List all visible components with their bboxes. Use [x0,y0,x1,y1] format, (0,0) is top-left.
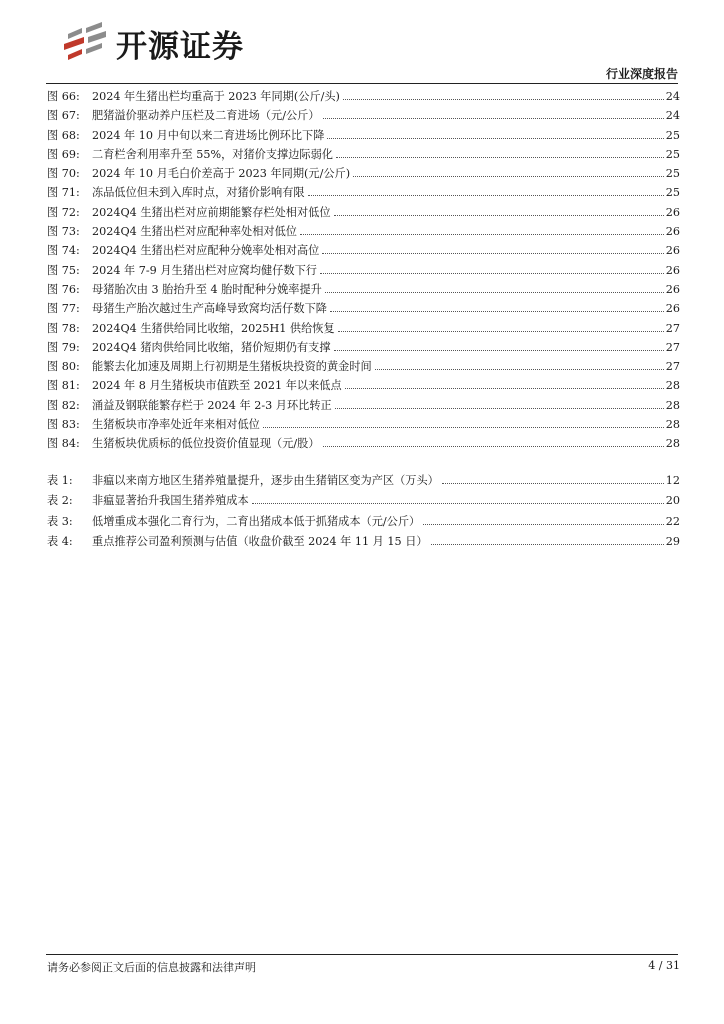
figure-entry[interactable] [47,262,680,281]
entry-title: 2024 年 10 月中旬以来二育进场比例环比下降 [92,128,325,142]
dot-leader [320,272,664,274]
figure-entry[interactable] [47,358,680,377]
dot-leader [327,137,663,139]
entry-label: 表 4: [47,535,73,549]
entry-page-number: 24 [665,109,680,123]
entry-page-number: 22 [665,514,680,528]
entry-label: 图 79: [47,340,80,354]
entry-title: 2024Q4 猪肉供给同比收缩，猪价短期仍有支撑 [92,340,331,354]
dot-leader [325,291,664,293]
table-entry[interactable] [47,513,680,533]
dot-leader [431,543,664,545]
entry-label: 图 81: [47,379,80,393]
figure-entry[interactable] [47,204,680,223]
entry-label: 图 83: [47,418,80,432]
entry-title: 2024 年生猪出栏均重高于 2023 年同期(公斤/头) [92,90,340,103]
figure-entry[interactable] [47,127,680,146]
entry-label: 图 84: [47,437,80,451]
figure-entry[interactable] [47,339,680,358]
entry-label: 图 72: [47,205,80,219]
entry-label: 表 1: [47,474,73,487]
dot-leader [343,98,664,100]
entry-page-number: 27 [665,360,680,374]
entry-title: 涌益及钢联能繁存栏于 2024 年 2-3 月环比转正 [92,398,332,412]
entry-page-number: 26 [665,244,680,258]
entry-title: 生猪板块优质标的低位投资价值显现（元/股） [92,437,320,451]
figure-entry[interactable] [47,146,680,165]
figure-entry[interactable] [47,300,680,319]
entry-title: 2024Q4 生猪供给同比收缩，2025H1 供给恢复 [92,321,335,335]
entry-page-number: 28 [665,418,680,432]
entry-title: 低增重成本强化二育行为，二育出猪成本低于抓猪成本（元/公斤） [92,514,421,528]
figure-entry[interactable] [47,107,680,126]
report-type: 行业深度报告 [605,67,678,81]
entry-title: 母猪胎次由 3 胎抬升至 4 胎时配种分娩率提升 [92,282,322,296]
kaiyuan-logo-icon [62,22,110,64]
entry-page-number: 28 [665,379,680,393]
footer-disclaimer: 请务必参阅正文后面的信息披露和法律声明 [47,961,256,974]
entry-label: 图 80: [47,360,80,374]
entry-page-number: 26 [665,263,680,277]
dot-leader [345,387,664,389]
dot-leader [263,426,664,428]
dot-leader [336,156,664,158]
entry-title: 2024 年 8 月生猪板块市值跌至 2021 年以来低点 [92,379,342,393]
figure-entry[interactable] [47,416,680,435]
dot-leader [308,194,664,196]
entry-label: 图 66: [47,90,80,103]
figure-entry[interactable] [47,377,680,396]
entry-page-number: 29 [665,535,680,549]
figure-entry[interactable] [47,320,680,339]
dot-leader [334,214,664,216]
entry-title: 生猪板块市净率处近年来相对低位 [92,418,260,432]
table-entry[interactable] [47,472,680,492]
entry-page-number: 26 [665,205,680,219]
entry-page-number: 25 [665,147,680,161]
entry-title: 非瘟显著抬升我国生猪养殖成本 [92,494,249,508]
table-entry[interactable] [47,533,680,553]
header-divider [46,83,678,84]
entry-page-number: 26 [665,225,680,239]
entry-label: 图 82: [47,398,80,412]
entry-title: 2024Q4 生猪出栏对应配种分娩率处相对高位 [92,244,320,258]
entry-page-number: 26 [665,302,680,316]
entry-page-number: 25 [665,128,680,142]
figure-entry[interactable] [47,435,680,454]
dot-leader [330,310,664,312]
entry-label: 图 69: [47,147,80,161]
entry-page-number: 26 [665,282,680,296]
entry-title: 2024Q4 生猪出栏对应配种率处相对低位 [92,225,297,239]
entry-title: 二育栏舍利用率升至 55%，对猪价支撑边际弱化 [92,147,333,161]
footer-divider [46,954,678,955]
entry-page-number: 25 [665,167,680,181]
dot-leader [442,482,664,484]
dot-leader [323,445,664,447]
figure-entry[interactable] [47,397,680,416]
figure-entry[interactable] [47,184,680,203]
figure-entry[interactable] [47,88,680,107]
figure-entry[interactable] [47,281,680,300]
figure-entry[interactable] [47,223,680,242]
dot-leader [252,502,664,504]
entry-page-number: 28 [665,398,680,412]
entry-title: 2024 年 10 月毛白价差高于 2023 年同期(元/公斤) [92,167,351,181]
dot-leader [322,252,663,254]
entry-title: 冻品低位但未到入库时点，对猪价影响有限 [92,186,305,200]
entry-label: 图 78: [47,321,80,335]
entry-title: 重点推荐公司盈利预测与估值（收盘价截至 2024 年 11 月 15 日） [92,535,428,549]
dot-leader [323,117,664,119]
entry-label: 表 3: [47,514,73,528]
entry-title: 能繁去化加速及周期上行初期是生猪板块投资的黄金时间 [92,360,372,374]
entry-title: 2024Q4 生猪出栏对应前期能繁存栏处相对低位 [92,205,331,219]
entry-page-number: 27 [665,340,680,354]
entry-label: 图 75: [47,263,80,277]
entry-label: 图 68: [47,128,80,142]
entry-page-number: 25 [665,186,680,200]
entry-label: 图 74: [47,244,80,258]
company-logo [62,22,244,64]
entry-label: 图 73: [47,225,80,239]
table-index [47,472,680,554]
dot-leader [334,349,664,351]
dot-leader [335,407,664,409]
dot-leader [353,175,664,177]
figure-entry[interactable] [47,242,680,261]
dot-leader [375,368,664,370]
figure-index [47,88,680,455]
entry-page-number: 24 [665,90,680,103]
page-number: 4 / 31 [648,959,680,972]
entry-title: 肥猪溢价驱动养户压栏及二育进场（元/公斤） [92,109,320,123]
entry-title: 2024 年 7-9 月生猪出栏对应窝均健仔数下行 [92,263,317,277]
dot-leader [338,330,664,332]
entry-title: 母猪生产胎次越过生产高峰导致窝均活仔数下降 [92,302,327,316]
entry-page-number: 28 [665,437,680,451]
entry-label: 图 67: [47,109,80,123]
table-entry[interactable] [47,492,680,512]
entry-label: 表 2: [47,494,73,508]
figure-entry[interactable] [47,165,680,184]
entry-label: 图 71: [47,186,80,200]
entry-page-number: 27 [665,321,680,335]
entry-label: 图 76: [47,282,80,296]
entry-title: 非瘟以来南方地区生猪养殖量提升，逐步由生猪销区变为产区（万头） [92,474,439,487]
entry-page-number: 12 [665,474,680,487]
entry-page-number: 20 [665,494,680,508]
entry-label: 图 70: [47,167,80,181]
logo-text: 开源证券 [116,28,244,65]
dot-leader [423,523,664,525]
entry-label: 图 77: [47,302,80,316]
dot-leader [300,233,664,235]
